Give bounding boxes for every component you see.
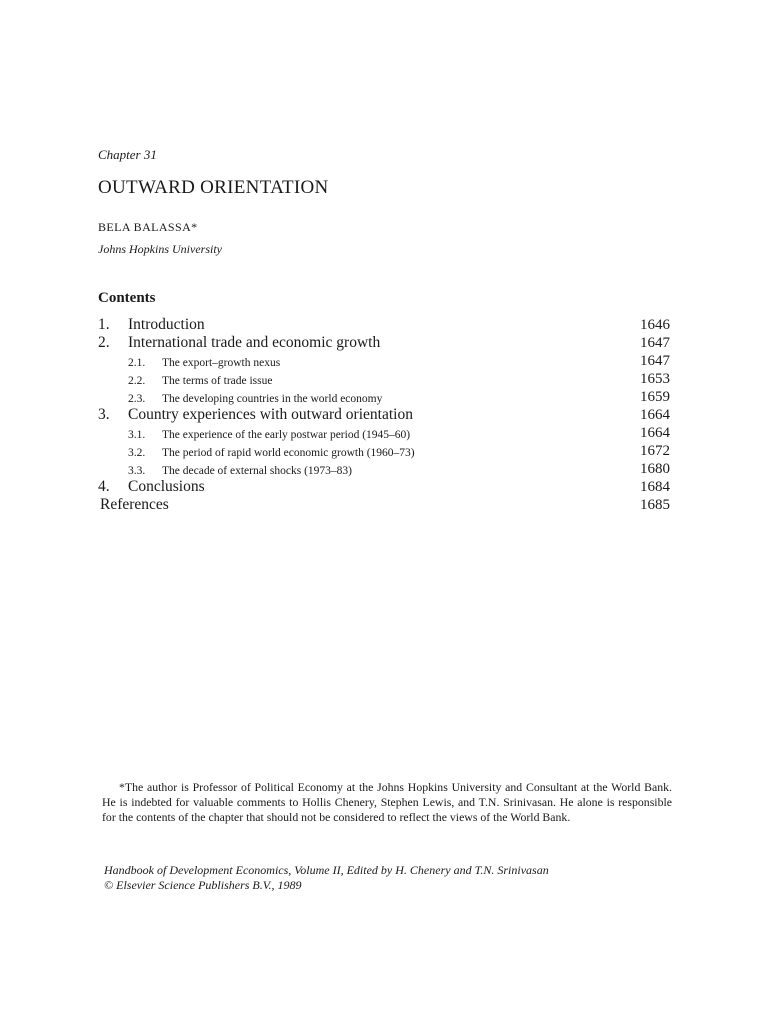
- toc-entry: [98, 406, 670, 424]
- toc-entry-page: 1664: [640, 407, 670, 423]
- toc-entry-title: Introduction: [128, 316, 205, 333]
- toc-entry-title: International trade and economic growth: [128, 334, 381, 351]
- contents-heading: Contents: [98, 290, 156, 306]
- table-of-contents: [98, 316, 670, 514]
- chapter-label: Chapter 31: [98, 147, 157, 162]
- toc-entry-page: 1646: [640, 317, 670, 333]
- footnote-text: *The author is Professor of Political Economy at the Johns Hopkins University and Consultant at the World Bank. He is indebted for valuable comments to Hollis Chenery, Stephen Lewis, and T.N. Srinivasan. He alone is responsible for the contents of the chapter that should not be considered to reflect the views of the World Bank.: [102, 780, 672, 824]
- toc-entry-page: 1647: [640, 353, 670, 369]
- author-affiliation: Johns Hopkins University: [98, 242, 222, 256]
- toc-entry-title: References: [100, 496, 169, 513]
- publication-imprint: [104, 863, 549, 893]
- toc-entry: [98, 496, 670, 514]
- toc-entry-page: 1685: [640, 497, 670, 513]
- toc-entry-title: The export–growth nexus: [162, 357, 281, 369]
- toc-entry-title: The decade of external shocks (1973–83): [162, 465, 352, 477]
- toc-entry-number: 4.: [98, 478, 110, 495]
- toc-entry: [98, 388, 670, 406]
- imprint-line-handbook: Handbook of Development Economics, Volume II, Edited by H. Chenery and T.N. Srinivasan: [104, 863, 549, 877]
- toc-entry-number: 2.: [98, 334, 110, 351]
- toc-entry-number: 2.2.: [128, 375, 146, 387]
- toc-entry: [98, 442, 670, 460]
- toc-entry: [98, 316, 670, 334]
- toc-entry-title: The terms of trade issue: [162, 375, 273, 387]
- toc-entry: [98, 460, 670, 478]
- toc-entry-number: 1.: [98, 316, 110, 333]
- toc-entry-number: 2.3.: [128, 393, 146, 405]
- toc-entry-page: 1684: [640, 479, 670, 495]
- author-footnote: [102, 780, 672, 825]
- toc-entry: [98, 334, 670, 352]
- toc-entry-page: 1659: [640, 389, 670, 405]
- toc-entry-title: The experience of the early postwar period (1945–60): [162, 429, 411, 441]
- toc-entry: [98, 424, 670, 442]
- toc-entry: [98, 352, 670, 370]
- toc-entry-title: Country experiences with outward orientation: [128, 406, 413, 423]
- toc-entry-title: The developing countries in the world economy: [162, 393, 383, 405]
- toc-entry-number: 3.1.: [128, 429, 146, 441]
- chapter-title: OUTWARD ORIENTATION: [98, 177, 329, 198]
- toc-entry-number: 3.: [98, 406, 110, 423]
- toc-entry-number: 3.2.: [128, 447, 146, 459]
- toc-entry: [98, 478, 670, 496]
- toc-entry: [98, 370, 670, 388]
- toc-entry-number: 3.3.: [128, 465, 146, 477]
- toc-entry-page: 1680: [640, 461, 670, 477]
- author-name: BELA BALASSA*: [98, 220, 198, 234]
- toc-entry-page: 1647: [640, 335, 670, 351]
- toc-entry-page: 1672: [640, 443, 670, 459]
- imprint-line-copyright: © Elsevier Science Publishers B.V., 1989: [104, 878, 302, 892]
- toc-entry-page: 1653: [640, 371, 670, 387]
- toc-entry-page: 1664: [640, 425, 670, 441]
- toc-entry-title: The period of rapid world economic growth (1960–73): [162, 447, 415, 459]
- toc-entry-number: 2.1.: [128, 357, 146, 369]
- toc-entry-title: Conclusions: [128, 478, 205, 495]
